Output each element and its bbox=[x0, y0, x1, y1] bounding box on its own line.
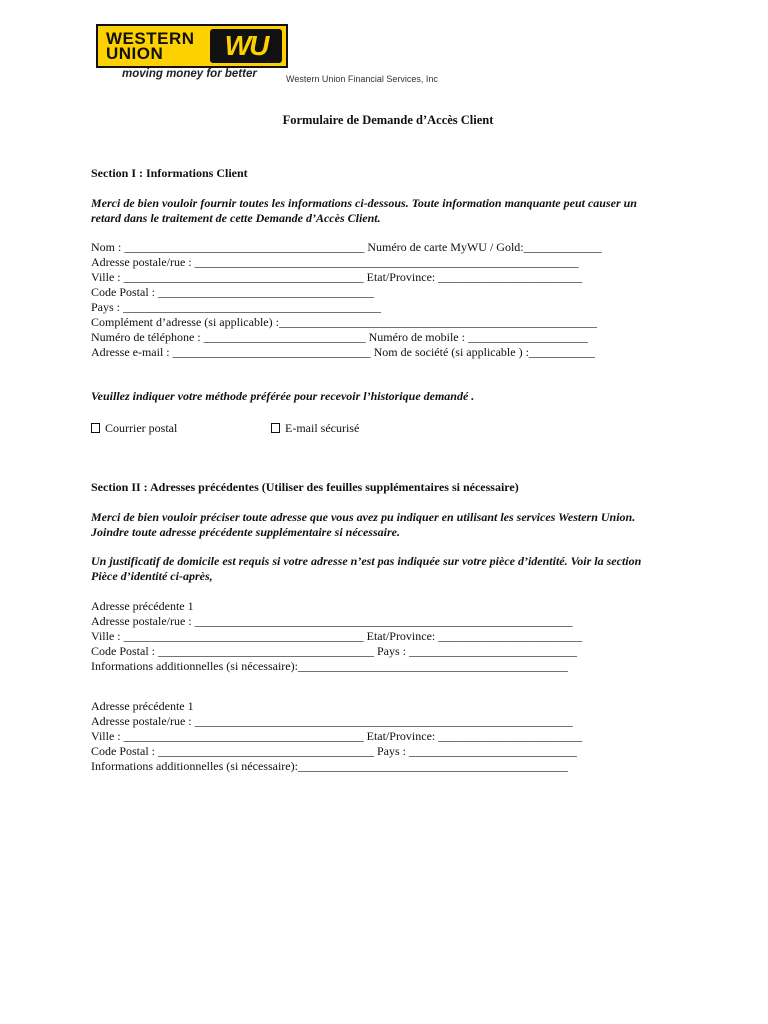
field-street[interactable]: Adresse postale/rue : _______________________________________________________________ bbox=[91, 614, 573, 628]
section-2-proof-line: Pièce d’identité ci-après, bbox=[91, 569, 213, 583]
section-2-intro-line: Joindre toute adresse précédente supplémentaire si nécessaire. bbox=[91, 525, 400, 539]
logo-line-1: WESTERN bbox=[106, 29, 195, 48]
tagline: moving money for better bbox=[122, 68, 257, 80]
field-city-state[interactable]: Ville : ________________________________________ Etat/Province: ________________________ bbox=[91, 270, 583, 284]
option-postal-mail[interactable] bbox=[91, 421, 177, 436]
section-2-proof-note bbox=[91, 554, 691, 584]
logo-wordmark bbox=[98, 31, 202, 61]
section-2-heading: Section II : Adresses précédentes (Utiliser des feuilles supplémentaires si nécessaire) bbox=[91, 480, 519, 494]
form-title: Formulaire de Demande d’Accès Client bbox=[282, 113, 494, 127]
field-postal-country[interactable]: Code Postal : ____________________________________ Pays : ____________________________ bbox=[91, 644, 578, 658]
field-city-state[interactable]: Ville : ________________________________________ Etat/Province: ________________________ bbox=[91, 729, 583, 743]
previous-address-label: Adresse précédente 1 bbox=[91, 699, 194, 713]
section-2-proof-line: Un justificatif de domicile est requis si votre adresse n’est pas indiquée sur votre pièce d’identité. Voir la section bbox=[91, 554, 642, 568]
option-postal-mail-label: Courrier postal bbox=[105, 421, 178, 435]
section-1-intro-line: Merci de bien vouloir fournir toutes les informations ci-dessous. Toute information manquante peut causer un bbox=[91, 196, 637, 210]
field-additional-info[interactable]: Informations additionnelles (si nécessaire):_____________________________________________ bbox=[91, 659, 568, 673]
field-phone-mobile[interactable]: Numéro de téléphone : ___________________________ Numéro de mobile : ____________________ bbox=[91, 330, 588, 344]
option-secure-email[interactable] bbox=[271, 421, 359, 436]
logo-monogram: WU bbox=[210, 29, 282, 63]
field-country[interactable]: Pays : ___________________________________________ bbox=[91, 300, 382, 314]
previous-address-label: Adresse précédente 1 bbox=[91, 599, 194, 613]
field-city-state[interactable]: Ville : ________________________________________ Etat/Province: ________________________ bbox=[91, 629, 583, 643]
checkbox-icon[interactable] bbox=[271, 423, 280, 433]
client-info-fields bbox=[91, 240, 691, 360]
section-1-intro bbox=[91, 196, 691, 226]
field-postal-country[interactable]: Code Postal : ____________________________________ Pays : ____________________________ bbox=[91, 744, 578, 758]
option-secure-email-label: E-mail sécurisé bbox=[285, 421, 360, 435]
company-name: Western Union Financial Services, Inc bbox=[286, 74, 438, 84]
section-1-heading: Section I : Informations Client bbox=[91, 166, 248, 180]
section-1-intro-line: retard dans le traitement de cette Demande d’Accès Client. bbox=[91, 211, 381, 225]
field-additional-info[interactable]: Informations additionnelles (si nécessaire):_____________________________________________ bbox=[91, 759, 568, 773]
previous-address-block bbox=[91, 599, 691, 674]
field-email-company[interactable]: Adresse e-mail : _________________________________ Nom de société (si applicable ) :___________ bbox=[91, 345, 595, 359]
logo-line-2: UNION bbox=[106, 44, 164, 63]
field-street[interactable]: Adresse postale/rue : _______________________________________________________________ bbox=[91, 714, 573, 728]
field-street[interactable]: Adresse postale/rue : ________________________________________________________________ bbox=[91, 255, 579, 269]
checkbox-icon[interactable] bbox=[91, 423, 100, 433]
section-2-intro bbox=[91, 510, 691, 540]
field-name-card[interactable]: Nom : ________________________________________ Numéro de carte MyWU / Gold:_____________ bbox=[91, 240, 602, 254]
field-address-complement[interactable]: Complément d’adresse (si applicable) :_____________________________________________________ bbox=[91, 315, 597, 329]
section-2-intro-line: Merci de bien vouloir préciser toute adresse que vous avez pu indiquer en utilisant les services Western Union. bbox=[91, 510, 636, 524]
field-postal-code[interactable]: Code Postal : ____________________________________ bbox=[91, 285, 375, 299]
previous-address-block bbox=[91, 699, 691, 774]
western-union-logo bbox=[96, 24, 288, 68]
method-prompt: Veuillez indiquer votre méthode préférée pour recevoir l’historique demandé . bbox=[91, 389, 475, 403]
